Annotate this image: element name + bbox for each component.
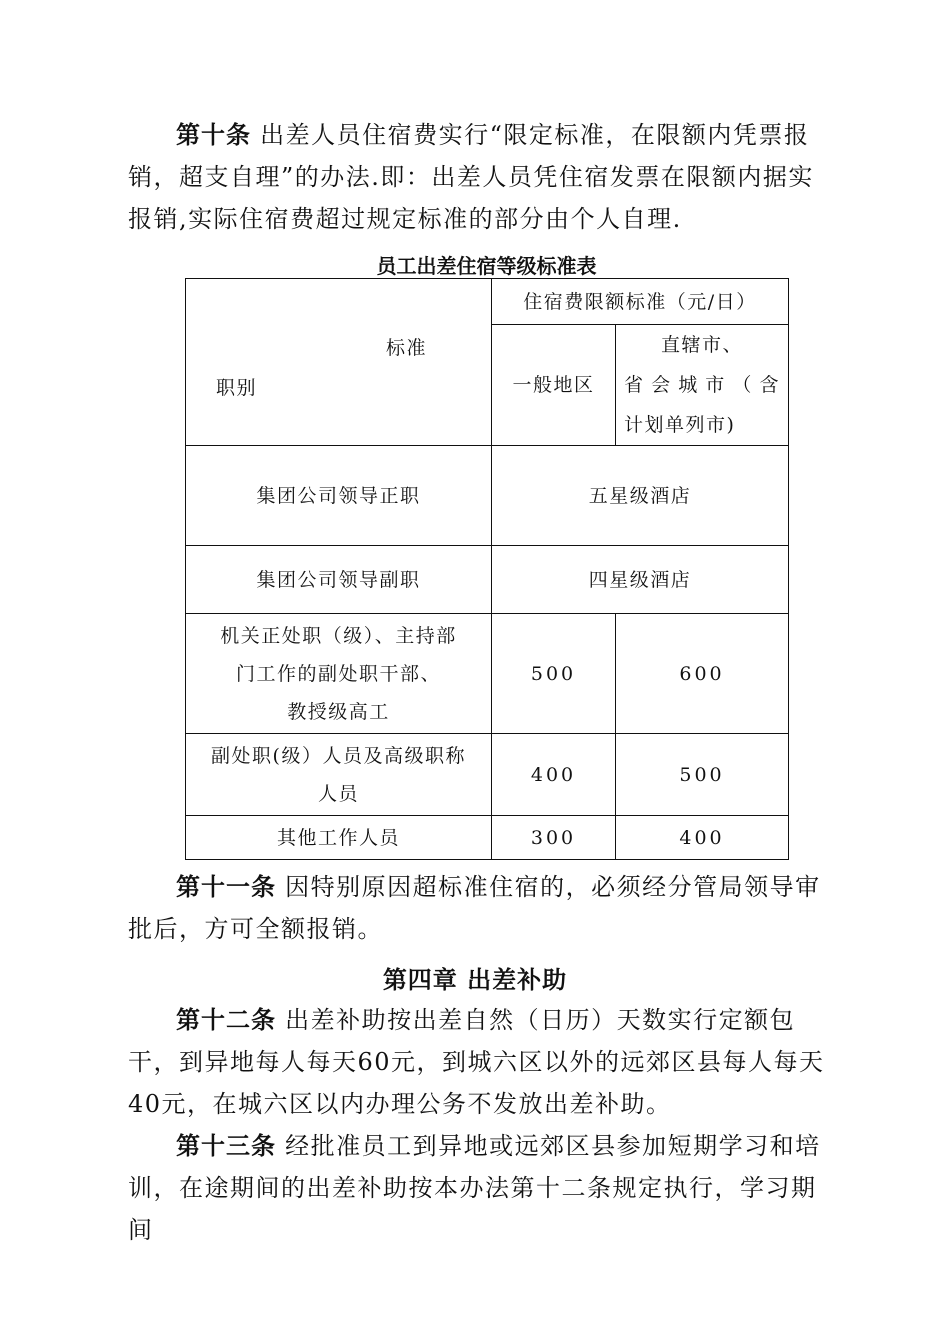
row-city-value: 600 xyxy=(616,614,789,734)
article-12-label: 第十二条 xyxy=(176,1006,276,1034)
header-city-line3: 计划单列市) xyxy=(624,414,736,436)
header-corner-cell xyxy=(186,279,492,446)
header-city-line2: 省会城市（含 xyxy=(624,374,780,396)
header-general-area: 一般地区 xyxy=(492,325,616,446)
header-limit: 住宿费限额标准（元/日） xyxy=(492,279,789,325)
chapter-heading: 第四章 出差补助 xyxy=(382,966,568,994)
row-position-line: 人员 xyxy=(317,782,359,805)
row-position-line: 教授级高工 xyxy=(287,700,390,723)
article-10-label: 第十条 xyxy=(176,121,251,149)
row-general-value: 400 xyxy=(492,734,616,816)
row-position xyxy=(186,734,492,816)
row-position-line: 门工作的副处职干部、 xyxy=(235,662,441,685)
header-standard: 标准 xyxy=(386,337,428,359)
row-merged-standard: 五星级酒店 xyxy=(492,446,789,546)
accommodation-standard-table xyxy=(185,278,789,860)
article-11 xyxy=(128,866,833,950)
row-position xyxy=(186,614,492,734)
table-title: 员工出差住宿等级标准表 xyxy=(376,254,597,278)
row-general-value: 300 xyxy=(492,816,616,860)
row-position: 集团公司领导正职 xyxy=(186,446,492,546)
header-city-line1: 直辖市、 xyxy=(660,334,743,356)
row-merged-standard: 四星级酒店 xyxy=(492,546,789,614)
article-10-text: 出差人员住宿费实行“限定标准，在限额内凭票报销，超支自理”的办法.即：出差人员凭住宿发票在限额内据实报销,实际住宿费超过规定标准的部分由个人自理. xyxy=(128,121,814,233)
article-13 xyxy=(128,1125,833,1251)
header-position: 职别 xyxy=(216,377,258,399)
article-11-label: 第十一条 xyxy=(176,873,276,901)
article-11-text: 因特别原因超标准住宿的，必须经分管局领导审批后，方可全额报销。 xyxy=(128,873,821,943)
article-13-text: 经批准员工到异地或远郊区县参加短期学习和培训，在途期间的出差补助按本办法第十二条规定执行，学习期间 xyxy=(128,1132,821,1244)
row-position-line: 副处职(级）人员及高级职称 xyxy=(211,744,466,767)
row-city-value: 500 xyxy=(616,734,789,816)
row-position: 集团公司领导副职 xyxy=(186,546,492,614)
row-position: 其他工作人员 xyxy=(186,816,492,860)
article-10 xyxy=(128,114,833,240)
header-city xyxy=(616,325,789,446)
row-general-value: 500 xyxy=(492,614,616,734)
article-12 xyxy=(128,999,833,1125)
row-position-line: 机关正处职（级）、主持部 xyxy=(220,624,457,647)
article-13-label: 第十三条 xyxy=(176,1132,276,1160)
row-city-value: 400 xyxy=(616,816,789,860)
article-12-text: 出差补助按出差自然（日历）天数实行定额包干，到异地每人每天60元，到城六区以外的远郊区县每人每天40元，在城六区以内办理公务不发放出差补助。 xyxy=(128,1006,825,1118)
